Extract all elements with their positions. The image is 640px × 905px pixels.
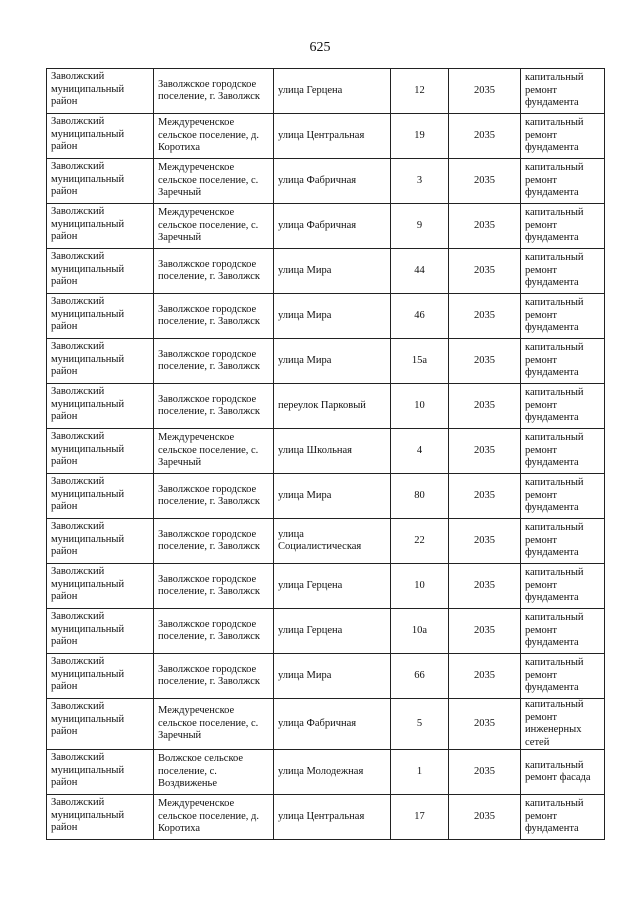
settlement-cell: Заволжское городское поселение, г. Заволжск (154, 384, 274, 429)
work-type-cell: капитальный ремонт фундамента (521, 339, 605, 384)
year-cell: 2035 (449, 654, 521, 699)
work-type-cell: капитальный ремонт фундамента (521, 114, 605, 159)
work-type-cell: капитальный ремонт инженерных сетей (521, 699, 605, 750)
work-type-cell: капитальный ремонт фундамента (521, 249, 605, 294)
house-number-cell: 22 (391, 519, 449, 564)
table-row (47, 339, 605, 384)
district-cell: Заволжский муниципальный район (47, 609, 154, 654)
house-number-cell: 9 (391, 204, 449, 249)
settlement-cell: Заволжское городское поселение, г. Заволжск (154, 339, 274, 384)
year-cell: 2035 (449, 750, 521, 795)
settlement-cell: Заволжское городское поселение, г. Заволжск (154, 519, 274, 564)
street-cell: переулок Парковый (274, 384, 391, 429)
work-type-cell: капитальный ремонт фундамента (521, 429, 605, 474)
year-cell: 2035 (449, 795, 521, 840)
housing-repair-table (46, 68, 605, 840)
district-cell: Заволжский муниципальный район (47, 795, 154, 840)
work-type-cell: капитальный ремонт фасада (521, 750, 605, 795)
year-cell: 2035 (449, 519, 521, 564)
table-row (47, 384, 605, 429)
district-cell: Заволжский муниципальный район (47, 69, 154, 114)
year-cell: 2035 (449, 159, 521, 204)
street-cell: улица Мира (274, 249, 391, 294)
street-cell: улица Мира (274, 339, 391, 384)
district-cell: Заволжский муниципальный район (47, 654, 154, 699)
year-cell: 2035 (449, 429, 521, 474)
district-cell: Заволжский муниципальный район (47, 750, 154, 795)
house-number-cell: 12 (391, 69, 449, 114)
street-cell: улица Центральная (274, 114, 391, 159)
work-type-cell: капитальный ремонт фундамента (521, 69, 605, 114)
work-type-cell: капитальный ремонт фундамента (521, 654, 605, 699)
street-cell: улица Мира (274, 654, 391, 699)
table-row (47, 795, 605, 840)
district-cell: Заволжский муниципальный район (47, 384, 154, 429)
house-number-cell: 1 (391, 750, 449, 795)
year-cell: 2035 (449, 204, 521, 249)
house-number-cell: 66 (391, 654, 449, 699)
house-number-cell: 3 (391, 159, 449, 204)
year-cell: 2035 (449, 384, 521, 429)
work-type-cell: капитальный ремонт фундамента (521, 795, 605, 840)
street-cell: улица Фабричная (274, 159, 391, 204)
settlement-cell: Заволжское городское поселение, г. Заволжск (154, 474, 274, 519)
settlement-cell: Заволжское городское поселение, г. Заволжск (154, 249, 274, 294)
settlement-cell: Волжское сельское поселение, с. Воздвиженье (154, 750, 274, 795)
district-cell: Заволжский муниципальный район (47, 699, 154, 750)
street-cell: улица Школьная (274, 429, 391, 474)
year-cell: 2035 (449, 339, 521, 384)
settlement-cell: Заволжское городское поселение, г. Заволжск (154, 564, 274, 609)
house-number-cell: 46 (391, 294, 449, 339)
street-cell: улица Социалистическая (274, 519, 391, 564)
table-row (47, 750, 605, 795)
year-cell: 2035 (449, 294, 521, 339)
street-cell: улица Мира (274, 294, 391, 339)
district-cell: Заволжский муниципальный район (47, 429, 154, 474)
settlement-cell: Междуреченское сельское поселение, д. Коротиха (154, 795, 274, 840)
settlement-cell: Заволжское городское поселение, г. Заволжск (154, 609, 274, 654)
work-type-cell: капитальный ремонт фундамента (521, 204, 605, 249)
table-row (47, 519, 605, 564)
street-cell: улица Герцена (274, 564, 391, 609)
settlement-cell: Междуреченское сельское поселение, с. Заречный (154, 204, 274, 249)
street-cell: улица Фабричная (274, 699, 391, 750)
table-row (47, 654, 605, 699)
settlement-cell: Междуреченское сельское поселение, с. Заречный (154, 159, 274, 204)
house-number-cell: 10 (391, 384, 449, 429)
table-row (47, 114, 605, 159)
house-number-cell: 15а (391, 339, 449, 384)
district-cell: Заволжский муниципальный район (47, 564, 154, 609)
settlement-cell: Заволжское городское поселение, г. Заволжск (154, 69, 274, 114)
table-row (47, 429, 605, 474)
settlement-cell: Заволжское городское поселение, г. Заволжск (154, 654, 274, 699)
street-cell: улица Герцена (274, 609, 391, 654)
house-number-cell: 44 (391, 249, 449, 294)
street-cell: улица Молодежная (274, 750, 391, 795)
street-cell: улица Фабричная (274, 204, 391, 249)
year-cell: 2035 (449, 69, 521, 114)
work-type-cell: капитальный ремонт фундамента (521, 519, 605, 564)
table-row (47, 159, 605, 204)
table-row (47, 294, 605, 339)
year-cell: 2035 (449, 609, 521, 654)
table-row (47, 474, 605, 519)
page-number: 625 (309, 40, 331, 55)
house-number-cell: 4 (391, 429, 449, 474)
year-cell: 2035 (449, 699, 521, 750)
district-cell: Заволжский муниципальный район (47, 114, 154, 159)
work-type-cell: капитальный ремонт фундамента (521, 384, 605, 429)
street-cell: улица Герцена (274, 69, 391, 114)
year-cell: 2035 (449, 114, 521, 159)
table-row (47, 609, 605, 654)
year-cell: 2035 (449, 474, 521, 519)
table-row (47, 69, 605, 114)
settlement-cell: Междуреченское сельское поселение, с. Заречный (154, 429, 274, 474)
district-cell: Заволжский муниципальный район (47, 294, 154, 339)
district-cell: Заволжский муниципальный район (47, 204, 154, 249)
year-cell: 2035 (449, 564, 521, 609)
work-type-cell: капитальный ремонт фундамента (521, 159, 605, 204)
house-number-cell: 10а (391, 609, 449, 654)
settlement-cell: Заволжское городское поселение, г. Заволжск (154, 294, 274, 339)
work-type-cell: капитальный ремонт фундамента (521, 474, 605, 519)
settlement-cell: Междуреченское сельское поселение, с. Заречный (154, 699, 274, 750)
table-row (47, 699, 605, 750)
street-cell: улица Центральная (274, 795, 391, 840)
work-type-cell: капитальный ремонт фундамента (521, 609, 605, 654)
district-cell: Заволжский муниципальный район (47, 474, 154, 519)
house-number-cell: 10 (391, 564, 449, 609)
district-cell: Заволжский муниципальный район (47, 339, 154, 384)
house-number-cell: 80 (391, 474, 449, 519)
house-number-cell: 17 (391, 795, 449, 840)
house-number-cell: 19 (391, 114, 449, 159)
house-number-cell: 5 (391, 699, 449, 750)
district-cell: Заволжский муниципальный район (47, 249, 154, 294)
table-row (47, 564, 605, 609)
work-type-cell: капитальный ремонт фундамента (521, 294, 605, 339)
table-row (47, 204, 605, 249)
street-cell: улица Мира (274, 474, 391, 519)
work-type-cell: капитальный ремонт фундамента (521, 564, 605, 609)
table-body (47, 69, 605, 840)
table-row (47, 249, 605, 294)
district-cell: Заволжский муниципальный район (47, 159, 154, 204)
district-cell: Заволжский муниципальный район (47, 519, 154, 564)
year-cell: 2035 (449, 249, 521, 294)
settlement-cell: Междуреченское сельское поселение, д. Коротиха (154, 114, 274, 159)
